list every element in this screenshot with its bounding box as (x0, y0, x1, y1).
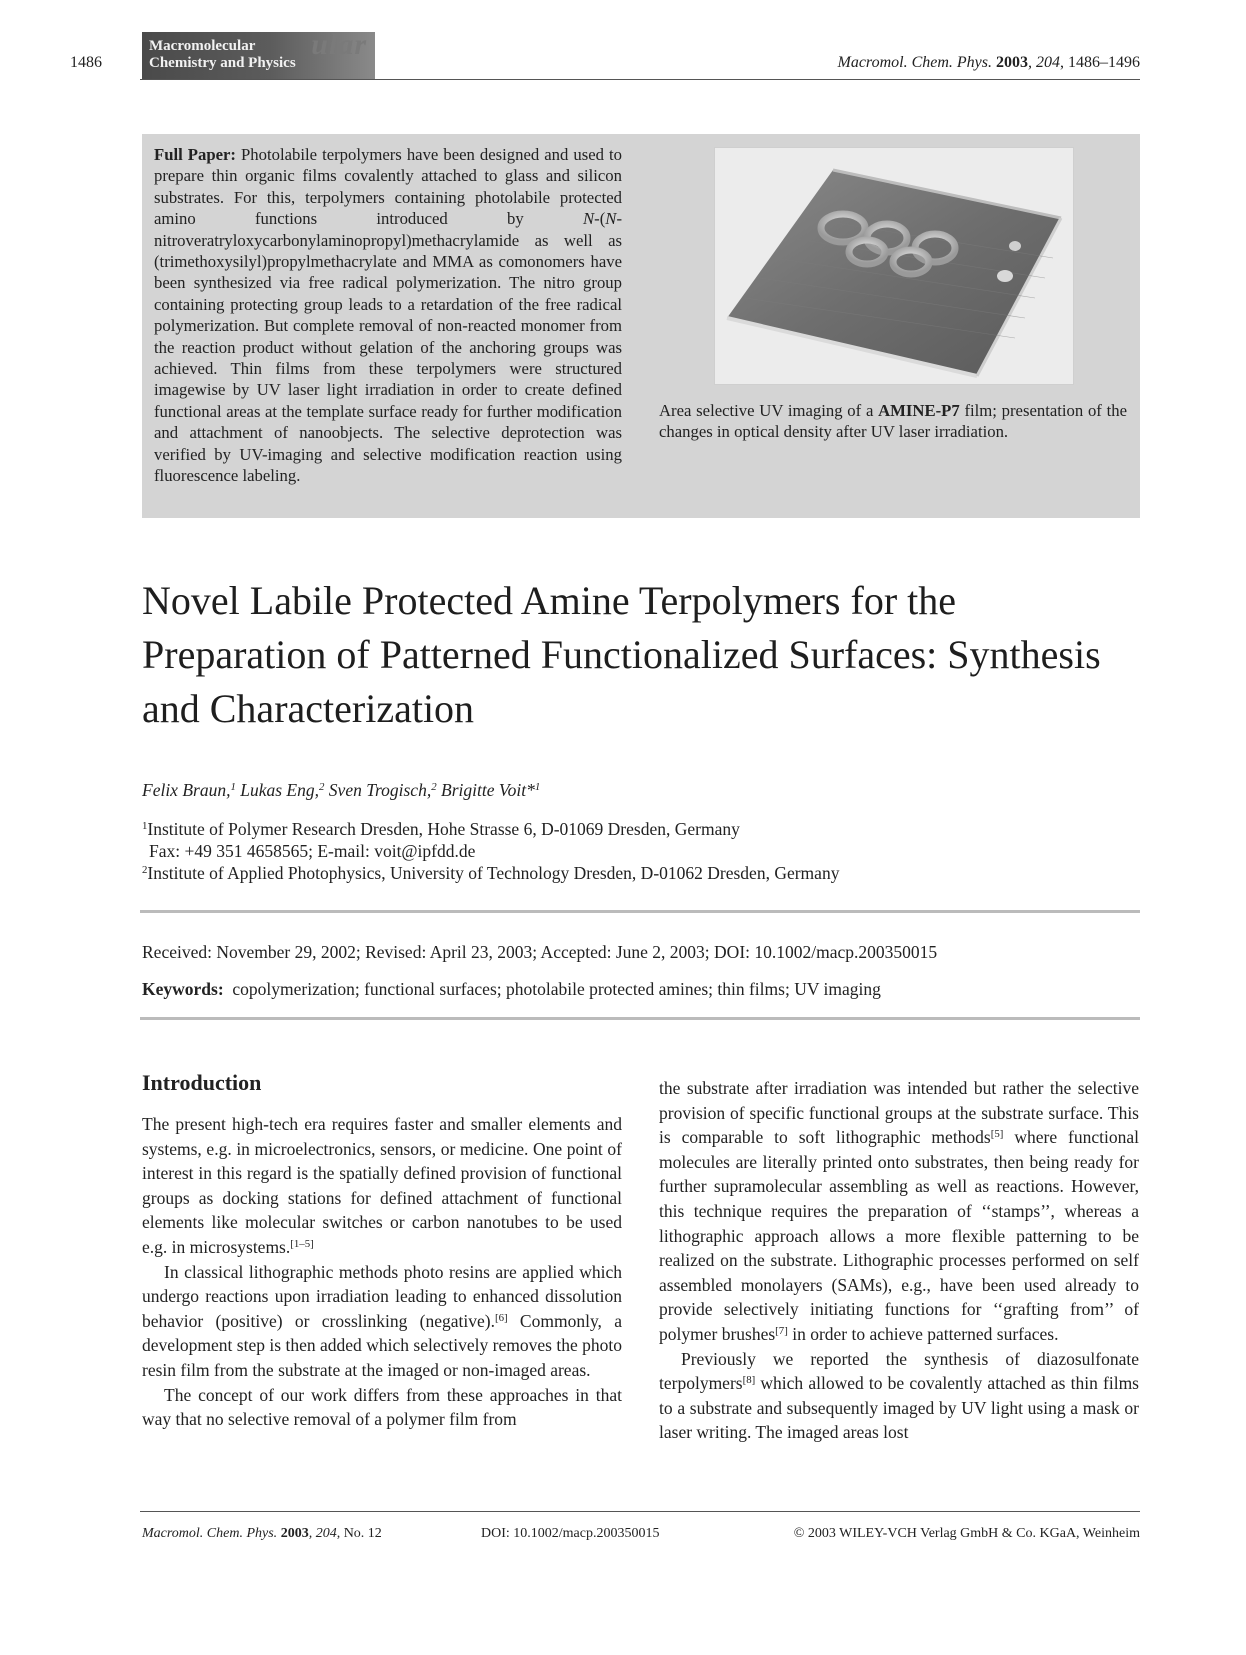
divider-top (140, 910, 1140, 913)
abstract-text-part-1: Photolabile terpolymers have been designed and used to prepare thin organic films covalently attached to glass and silicon substrates. For this, terpolymers containing photolabile protected amino functions introduced by (154, 145, 622, 229)
paragraph-2-text-cont: Commonly, a development step is then added which selectively removes the photo resin film from the substrate at the imaged or non-imaged areas. (142, 1310, 623, 1380)
paragraph-4 (659, 1076, 1139, 1347)
paragraph-1 (142, 1112, 622, 1260)
footer-issue: , No. 12 (336, 1526, 382, 1541)
paragraph-4-text-end: in order to achieve patterned surfaces. (787, 1323, 1059, 1344)
footer-copyright: © 2003 WILEY-VCH Verlag GmbH & Co. KGaA, Weinheim (793, 1526, 1140, 1541)
citation-ref: [8] (742, 1374, 756, 1387)
caption-text-2: film; presentation of the changes in optical density after UV laser irradiation. (659, 401, 1127, 442)
affiliation-1 (142, 818, 839, 840)
logo-watermark: ular (311, 32, 367, 61)
author-4-affil: 1 (534, 781, 541, 794)
paragraph-4-text-cont: where functional molecules are literally printed onto substrates, then being ready for further supramolecular assembling as well as reactions. However, this technique requires the preparation of ‘‘stamps’’, whereas a lithographic approach allows a more flexible patterning to be realized on the substrate. Lithographic processes performed on self assembled monolayers (SAMs), e.g., have been used already to provide selectively initiating functions for ‘‘grafting from’’ of polymer brushes (659, 1127, 1139, 1344)
citation-ref: [1–5] (290, 1238, 314, 1251)
author-2-affil: 2 (319, 781, 325, 794)
footer-journal: Macromol. Chem. Phys. (142, 1526, 281, 1541)
citation-ref: [7] (775, 1324, 788, 1337)
citation-volume: 204 (1036, 54, 1060, 71)
journal-logo (142, 32, 375, 79)
abstract-text (154, 144, 622, 487)
column-right (659, 1076, 1139, 1445)
author-3-affil: 2 (431, 781, 437, 794)
affiliation-1-contact: Fax: +49 351 4658565; E-mail: voit@ipfdd.de (149, 841, 476, 861)
citation-ref: [5] (990, 1128, 1004, 1141)
abstract-italic-n-2: N (605, 209, 617, 229)
footer-volume: 204 (315, 1526, 337, 1541)
paragraph-5 (659, 1347, 1139, 1445)
paragraph-5-text: Previously we reported the synthesis of diazosulfonate terpolymers (659, 1348, 1139, 1394)
keywords-list: copolymerization; functional surfaces; photolabile protected amines; thin films; UV imaging (232, 979, 881, 999)
footer-citation: Macromol. Chem. Phys. 2003, 204, No. 12 (142, 1526, 382, 1541)
divider-bottom (140, 1017, 1140, 1020)
affiliation-2 (142, 862, 839, 884)
paragraph-4-text: the substrate after irradiation was intended but rather the selective provision of specific functional groups at the substrate surface. This is comparable to soft lithographic methods (659, 1078, 1139, 1148)
citation-ref: [6] (494, 1311, 508, 1324)
column-left (142, 1068, 622, 1432)
afm-surface-image (715, 148, 1073, 384)
author-4: Brigitte Voit* (441, 780, 535, 800)
footer-doi: DOI: 10.1002/macp.200350015 (481, 1526, 660, 1541)
afm-surface-figure (714, 147, 1074, 385)
paragraph-2-text: In classical lithographic methods photo resins are applied which undergo reactions upon irradiation leading to enhanced dissolution behavior (positive) or crosslinking (negative). (142, 1261, 622, 1331)
page-number: 1486 (70, 54, 102, 71)
article-dates: Received: November 29, 2002; Revised: April 23, 2003; Accepted: June 2, 2003; DOI: 10.1002/macp.200350015 (142, 942, 938, 962)
author-3: Sven Trogisch, (328, 780, 432, 800)
author-1: Felix Braun, (142, 780, 231, 800)
affiliation-2-text: Institute of Applied Photophysics, University of Technology Dresden, D-01062 Dresden, Germany (147, 863, 840, 883)
footer-year: 2003 (280, 1526, 309, 1541)
author-2: Lukas Eng, (240, 780, 319, 800)
caption-sample-name: AMINE-P7 (878, 401, 960, 420)
article-title: Novel Labile Protected Amine Terpolymers for the Preparation of Patterned Functionalized Surfaces: Synthesis and Characterization (142, 578, 1101, 731)
caption-text-1: Area selective UV imaging of a (659, 401, 879, 420)
affiliation-1-text: Institute of Polymer Research Dresden, Hohe Strasse 6, D-01069 Dresden, Germany (147, 819, 740, 839)
citation-pages: , 1486–1496 (1060, 54, 1140, 71)
keywords (142, 979, 881, 1000)
abstract-text-part-3: -nitroveratryloxycarbonylaminopropyl)methacrylamide as well as (trimethoxysilyl)propylmethacrylate and MMA as comonomers have been synthesized via free radical polymerization. The nitro group containing protecting group leads to a retardation of the free radical polymerization. But complete removal of non-reacted monomer from the reaction product without gelation of the anchoring groups was achieved. Thin films from these terpolymers were structured imagewise by UV laser light irradiation in order to create defined functional areas at the template surface ready for further modification and attachment of nanoobjects. The selective deprotection was verified by UV-imaging and selective modification reaction using fluorescence labeling. (154, 209, 622, 486)
logo-line-1: Macromolecular (149, 38, 256, 54)
affiliation-2-marker: 2 (142, 864, 148, 877)
footer-rule (140, 1511, 1140, 1512)
header-rule (140, 79, 1140, 80)
paragraph-2 (142, 1260, 622, 1383)
figure-caption (659, 400, 1127, 443)
affiliations (142, 818, 839, 884)
paragraph-1-text: The present high-tech era requires faster and smaller elements and systems, e.g. in microelectronics, sensors, or medicine. One point of interest in this regard is the spatially defined provision of functional groups as docking stations for defined attachment of functional elements like molecular switches or carbon nanotubes to be used e.g. in microsystems. (142, 1114, 622, 1257)
paragraph-3: The concept of our work differs from these approaches in that way that no selective removal of a polymer film from (142, 1384, 622, 1430)
header-citation: Macromol. Chem. Phys. 2003, 204, 1486–1496 (837, 54, 1140, 71)
author-list (142, 780, 540, 801)
affiliation-1-marker: 1 (142, 820, 148, 833)
citation-journal: Macromol. Chem. Phys. (837, 54, 996, 71)
abstract-italic-n-1: N (583, 209, 595, 229)
abstract-label: Full Paper: (154, 145, 236, 164)
logo-line-2: Chemistry and Physics (149, 55, 296, 71)
author-1-affil: 1 (230, 781, 236, 794)
paragraph-5-text-cont: which allowed to be covalently attached as thin films to a substrate and subsequently imaged by UV light using a mask or laser writing. The imaged areas lost (659, 1373, 1139, 1443)
keywords-label: Keywords: (142, 979, 224, 999)
section-heading-introduction: Introduction (142, 1070, 262, 1095)
abstract-text-part-2: -( (594, 209, 606, 229)
citation-year: 2003 (996, 54, 1028, 71)
